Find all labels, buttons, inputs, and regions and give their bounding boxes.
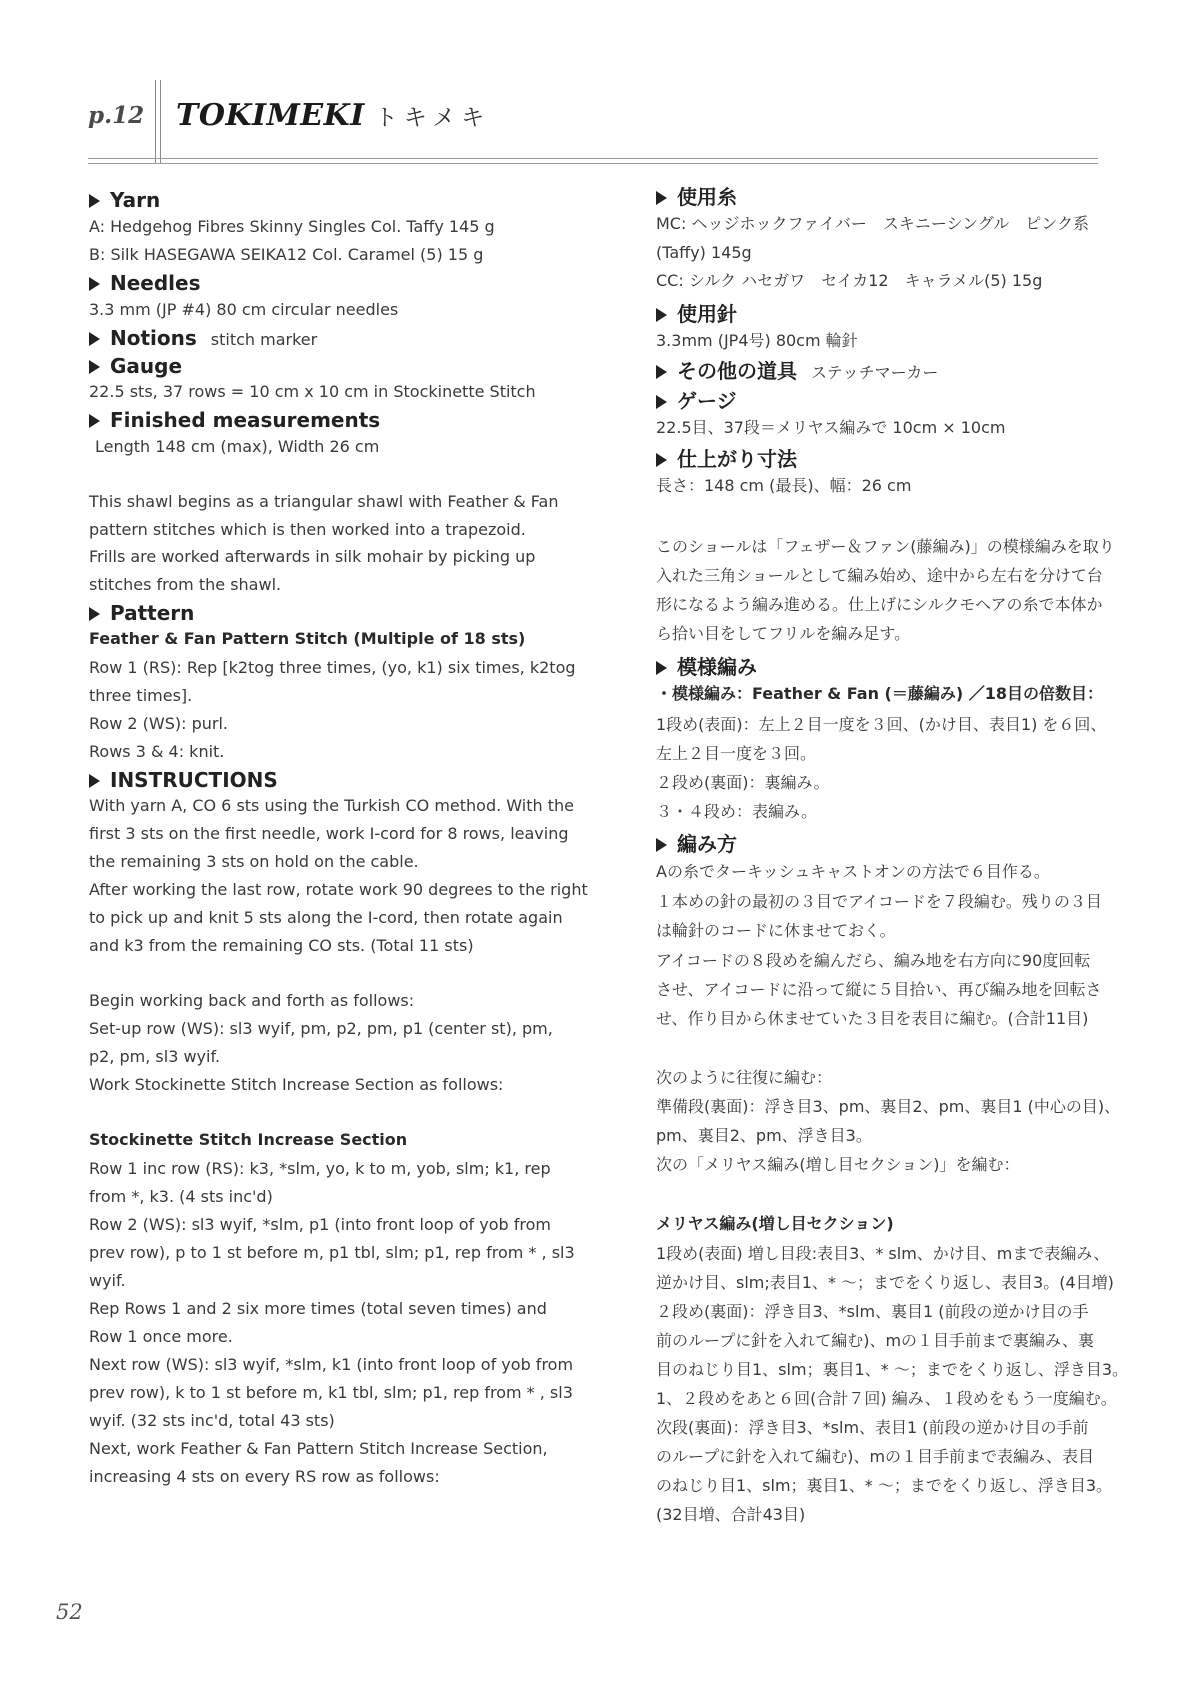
finished-line: Length 148 cm (max), Width 26 cm xyxy=(95,437,380,456)
triangle-bullet-icon xyxy=(656,308,667,322)
page-title xyxy=(176,98,490,133)
gauge-line: 22.5 sts, 37 rows = 10 cm x 10 cm in Stockinette Stitch xyxy=(89,382,536,401)
needles-heading: Needles xyxy=(89,271,201,295)
pattern-line-jp: 左上２目一度を３回。 xyxy=(656,744,817,763)
pattern-line-jp: ３・４段め：表編み。 xyxy=(656,802,817,821)
pattern-heading-jp: 模様編み xyxy=(656,655,757,679)
intro-line: stitches from the shawl. xyxy=(89,575,282,594)
instructions-line: the remaining 3 sts on hold on the cable. xyxy=(89,852,419,871)
pattern-line-jp: ２段め(裏面)：裏編み。 xyxy=(656,773,830,792)
title-en: TOKIMEKI xyxy=(176,98,365,133)
triangle-bullet-icon xyxy=(656,453,667,467)
finished-heading-jp: 仕上がり寸法 xyxy=(656,447,797,471)
instructions-line-jp: 準備段(裏面)：浮き目3、pm、裏目2、pm、裏目1 (中心の目)、 xyxy=(656,1097,1121,1116)
triangle-bullet-icon xyxy=(656,661,667,675)
header-horizontal-rule xyxy=(88,158,1098,164)
intro-line-jp: 形になるよう編み進める。仕上げにシルクモヘアの糸で本体か xyxy=(656,595,1103,614)
instructions-line: to pick up and knit 5 sts along the I-cord, then rotate again xyxy=(89,908,563,927)
stockinette-line-jp: 1段め(表面) 増し目段:表目3、* slm、かけ目、mまで表編み、 xyxy=(656,1244,1110,1263)
needles-heading-jp: 使用針 xyxy=(656,302,737,326)
finished-heading: Finished measurements xyxy=(89,408,380,432)
pattern-line: Row 2 (WS): purl. xyxy=(89,714,228,733)
instructions-line-jp: 次のように往復に編む： xyxy=(656,1068,833,1087)
yarn-line-jp: MC: ヘッジホックファイバー スキニーシングル ピンク系 xyxy=(656,214,1089,233)
pattern-line-jp: 1段め(表面)：左上２目一度を３回、(かけ目、表目1) を６回、 xyxy=(656,715,1107,734)
instructions-line-jp: 次の「メリヤス編み(増し目セクション)」を編む： xyxy=(656,1155,1020,1174)
gauge-heading-jp: ゲージ xyxy=(656,389,737,413)
gauge-line-jp: 22.5目、37段＝メリヤス編みで 10cm × 10cm xyxy=(656,418,1006,437)
gauge-heading: Gauge xyxy=(89,354,182,378)
instructions-line: Work Stockinette Stitch Increase Section as follows: xyxy=(89,1075,504,1094)
triangle-bullet-icon xyxy=(89,774,100,788)
stockinette-line: Row 1 once more. xyxy=(89,1327,233,1346)
page-label: p.12 xyxy=(88,102,145,129)
notions-value-jp: ステッチマーカー xyxy=(811,363,939,382)
pattern-heading: Pattern xyxy=(89,601,194,625)
title-jp: トキメキ xyxy=(374,105,491,131)
intro-line-jp: このショールは「フェザー＆ファン(藤編み)」の模様編みを取り xyxy=(656,537,1115,556)
triangle-bullet-icon xyxy=(656,395,667,409)
instructions-heading-jp: 編み方 xyxy=(656,832,737,856)
pattern-line: Rows 3 & 4: knit. xyxy=(89,742,225,761)
instructions-line: After working the last row, rotate work 90 degrees to the right xyxy=(89,880,588,899)
triangle-bullet-icon xyxy=(89,607,100,621)
stockinette-line: prev row), p to 1 st before m, p1 tbl, slm; p1, rep from * , sl3 xyxy=(89,1243,575,1262)
instructions-line-jp: アイコードの８段めを編んだら、編み地を右方向に90度回転 xyxy=(656,951,1091,970)
instructions-line-jp: せ、作り目から休ませていた３目を表目に編む。(合計11目) xyxy=(656,1009,1089,1028)
stockinette-line-jp: ２段め(裏面)：浮き目3、*slm、裏目1 (前段の逆かけ目の手 xyxy=(656,1302,1089,1321)
instructions-line: Set-up row (WS): sl3 wyif, pm, p2, pm, p1 (center st), pm, xyxy=(89,1019,553,1038)
instructions-line-jp: は輪針のコードに休ませておく。 xyxy=(656,921,896,940)
yarn-heading: Yarn xyxy=(89,188,160,212)
stockinette-line-jp: 逆かけ目、slm;表目1、* ～；までをくり返し、表目3。(4目増) xyxy=(656,1273,1114,1292)
stockinette-line: from *, k3. (4 sts inc'd) xyxy=(89,1187,273,1206)
instructions-line: first 3 sts on the first needle, work I-cord for 8 rows, leaving xyxy=(89,824,569,843)
stockinette-subheading-jp: メリヤス編み(増し目セクション) xyxy=(656,1214,894,1233)
stockinette-line-jp: (32目増、合計43目) xyxy=(656,1505,806,1524)
pattern-subheading-jp: ・模様編み：Feather & Fan (＝藤編み) ／18目の倍数目： xyxy=(656,684,1104,703)
header-vertical-rule xyxy=(155,80,161,164)
stockinette-line: wyif. (32 sts inc'd, total 43 sts) xyxy=(89,1411,335,1430)
stockinette-line-jp: のループに針を入れて編む)、mの１目手前まで表編み、表目 xyxy=(656,1447,1094,1466)
stockinette-line: Row 1 inc row (RS): k3, *slm, yo, k to m, yob, slm; k1, rep xyxy=(89,1159,551,1178)
notions-heading-jp: その他の道具 ステッチマーカー xyxy=(656,359,938,385)
notions-value: stitch marker xyxy=(210,330,318,349)
triangle-bullet-icon xyxy=(656,191,667,205)
instructions-heading: INSTRUCTIONS xyxy=(89,768,278,792)
intro-line: This shawl begins as a triangular shawl with Feather & Fan xyxy=(89,492,559,511)
yarn-line: A: Hedgehog Fibres Skinny Singles Col. Taffy 145 g xyxy=(89,217,495,236)
pattern-line: Row 1 (RS): Rep [k2tog three times, (yo, k1) six times, k2tog xyxy=(89,658,576,677)
triangle-bullet-icon xyxy=(89,194,100,208)
stockinette-line: Row 2 (WS): sl3 wyif, *slm, p1 (into front loop of yob from xyxy=(89,1215,552,1234)
instructions-line-jp: １本めの針の最初の３目でアイコードを７段編む。残りの３目 xyxy=(656,892,1102,911)
needles-line-jp: 3.3mm (JP4号) 80cm 輪針 xyxy=(656,331,858,350)
triangle-bullet-icon xyxy=(656,838,667,852)
instructions-line-jp: させ、アイコードに沿って縦に５目拾い、再び編み地を回転さ xyxy=(656,980,1102,999)
pattern-subheading: Feather & Fan Pattern Stitch (Multiple of 18 sts) xyxy=(89,629,526,648)
yarn-line-jp: CC: シルク ハセガワ セイカ12 キャラメル(5) 15g xyxy=(656,271,1043,290)
instructions-line-jp: Aの糸でターキッシュキャストオンの方法で６目作る。 xyxy=(656,862,1050,881)
intro-line: pattern stitches which is then worked into a trapezoid. xyxy=(89,520,526,539)
stockinette-subheading: Stockinette Stitch Increase Section xyxy=(89,1130,408,1149)
notions-heading: Notions stitch marker xyxy=(89,326,317,352)
needles-line: 3.3 mm (JP #4) 80 cm circular needles xyxy=(89,300,399,319)
instructions-line-jp: pm、裏目2、pm、浮き目3。 xyxy=(656,1126,872,1145)
stockinette-line: wyif. xyxy=(89,1271,126,1290)
stockinette-line-jp: のねじり目1、slm；裏目1、* ～；までをくり返し、浮き目3。 xyxy=(656,1476,1112,1495)
yarn-line-jp: (Taffy) 145g xyxy=(656,243,752,262)
instructions-line: p2, pm, sl3 wyif. xyxy=(89,1047,221,1066)
triangle-bullet-icon xyxy=(89,414,100,428)
triangle-bullet-icon xyxy=(89,360,100,374)
stockinette-line-jp: 1、２段めをあと６回(合計７回) 編み、１段めをもう一度編む。 xyxy=(656,1389,1117,1408)
finished-line-jp: 長さ：148 cm (最長)、幅：26 cm xyxy=(656,476,912,495)
pattern-line: three times]. xyxy=(89,686,193,705)
stockinette-line: Next, work Feather & Fan Pattern Stitch Increase Section, xyxy=(89,1439,548,1458)
stockinette-line: prev row), k to 1 st before m, k1 tbl, slm; p1, rep from * , sl3 xyxy=(89,1383,573,1402)
stockinette-line: Next row (WS): sl3 wyif, *slm, k1 (into front loop of yob from xyxy=(89,1355,574,1374)
intro-line-jp: ら拾い目をしてフリルを編み足す。 xyxy=(656,624,911,643)
triangle-bullet-icon xyxy=(656,365,667,379)
instructions-line: With yarn A, CO 6 sts using the Turkish CO method. With the xyxy=(89,796,574,815)
stockinette-line: increasing 4 sts on every RS row as follows: xyxy=(89,1467,440,1486)
page-number: 52 xyxy=(56,1600,83,1624)
instructions-line: and k3 from the remaining CO sts. (Total 11 sts) xyxy=(89,936,474,955)
stockinette-line-jp: 前のループに針を入れて編む)、mの１目手前まで裏編み、裏 xyxy=(656,1331,1094,1350)
yarn-heading-jp: 使用糸 xyxy=(656,185,737,209)
instructions-line: Begin working back and forth as follows: xyxy=(89,991,415,1010)
triangle-bullet-icon xyxy=(89,332,100,346)
yarn-line: B: Silk HASEGAWA SEIKA12 Col. Caramel (5) 15 g xyxy=(89,245,484,264)
triangle-bullet-icon xyxy=(89,277,100,291)
stockinette-line-jp: 目のねじり目1、slm；裏目1、* ～；までをくり返し、浮き目3。 xyxy=(656,1360,1128,1379)
intro-line: Frills are worked afterwards in silk mohair by picking up xyxy=(89,547,536,566)
stockinette-line-jp: 次段(裏面)：浮き目3、*slm、表目1 (前段の逆かけ目の手前 xyxy=(656,1418,1089,1437)
stockinette-line: Rep Rows 1 and 2 six more times (total seven times) and xyxy=(89,1299,547,1318)
intro-line-jp: 入れた三角ショールとして編み始め、途中から左右を分けて台 xyxy=(656,566,1103,585)
